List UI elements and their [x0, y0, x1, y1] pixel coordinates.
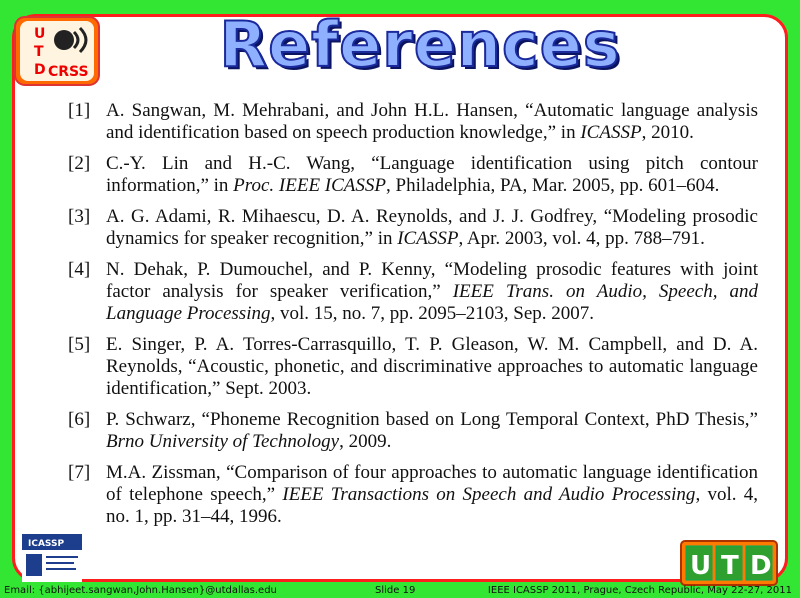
reference-text: C.-Y. Lin and H.-C. Wang, “Language identification using pitch contour information,” in Proc. IEEE ICASSP, Philadelphia, PA, Mar. 2005, pp. 601–604.	[106, 153, 758, 196]
reference-item	[68, 259, 758, 325]
footer-email: Email: {abhijeet.sangwan,John.Hansen}@utdallas.edu	[4, 585, 277, 596]
reference-number: [4]	[68, 259, 91, 280]
utd-crss-logo	[14, 16, 100, 86]
footer-slide-number: Slide 19	[375, 585, 416, 596]
reference-text: A. G. Adami, R. Mihaescu, D. A. Reynolds, and J. J. Godfrey, “Modeling prosodic dynamics for speaker recognition,” in ICASSP, Apr. 2003, vol. 4, pp. 788–791.	[106, 206, 758, 249]
slide-title: References	[219, 8, 621, 81]
reference-item	[68, 206, 758, 250]
reference-number: [6]	[68, 409, 91, 430]
reference-item	[68, 153, 758, 197]
reference-number: [7]	[68, 462, 91, 483]
reference-venue: IEEE Transactions on Speech and Audio Processing	[282, 484, 696, 505]
reference-venue: ICASSP	[580, 122, 642, 143]
reference-venue: IEEE Trans. on Audio, Speech, and Language Processing	[106, 281, 758, 324]
icassp-logo	[22, 534, 82, 582]
reference-text: A. Sangwan, M. Mehrabani, and John H.L. Hansen, “Automatic language analysis and identification based on speech production knowledge,” in ICASSP, 2010.	[106, 100, 758, 143]
utd-letter-t: T	[721, 551, 739, 581]
logo-letter-u: U	[34, 26, 46, 42]
logo-letter-t: T	[34, 44, 44, 60]
reference-item	[68, 334, 758, 400]
reference-number: [5]	[68, 334, 91, 355]
logo-letter-d: D	[34, 62, 46, 78]
reference-item	[68, 100, 758, 144]
reference-text: P. Schwarz, “Phoneme Recognition based on Long Temporal Context, PhD Thesis,” Brno University of Technology, 2009.	[106, 409, 758, 452]
logo-crss: CRSS	[48, 64, 89, 80]
reference-number: [2]	[68, 153, 91, 174]
reference-number: [1]	[68, 100, 91, 121]
reference-item	[68, 409, 758, 453]
reference-text: E. Singer, P. A. Torres-Carrasquillo, T. P. Gleason, W. M. Campbell, and D. A. Reynolds, “Acoustic, phonetic, and discriminative approaches to automatic language identification,” Sept. 2003.	[106, 334, 758, 399]
footer-conference: IEEE ICASSP 2011, Prague, Czech Republic, May 22-27, 2011	[487, 585, 792, 596]
utd-letter-u: U	[690, 551, 712, 581]
reference-item	[68, 462, 758, 528]
reference-venue: Brno University of Technology	[106, 431, 340, 452]
utd-logo	[680, 540, 778, 586]
reference-venue: ICASSP	[397, 228, 459, 249]
footer	[0, 584, 800, 598]
reference-text: M.A. Zissman, “Comparison of four approaches to automatic language identification of telephone speech,” IEEE Transactions on Speech and Audio Processing, vol. 4, no. 1, pp. 31–44, 1996.	[106, 462, 759, 527]
reference-number: [3]	[68, 206, 91, 227]
reference-list	[68, 100, 758, 537]
icassp-text: ICASSP	[28, 539, 65, 549]
reference-text: N. Dehak, P. Dumouchel, and P. Kenny, “Modeling prosodic features with joint factor analysis for speaker verification,” IEEE Trans. on Audio, Speech, and Language Processing, vol. 15, no. 7, pp. 2095–2103, Sep. 2007.	[106, 259, 758, 324]
reference-venue: Proc. IEEE ICASSP	[233, 175, 387, 196]
utd-letter-d: D	[750, 551, 772, 581]
